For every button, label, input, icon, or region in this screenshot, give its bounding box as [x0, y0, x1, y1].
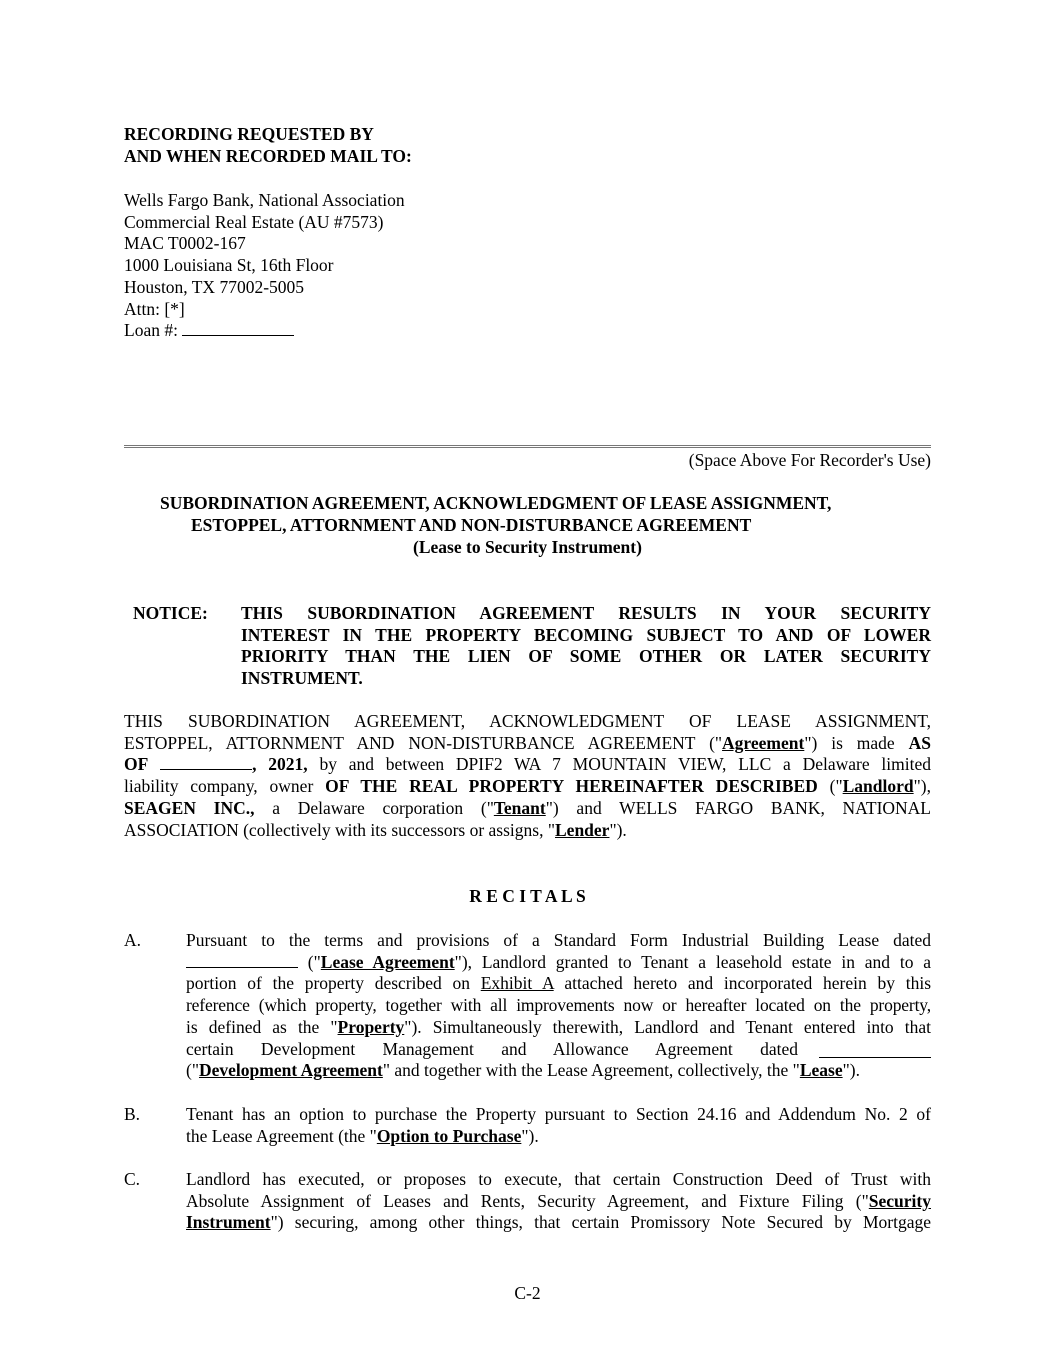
recital-line: [186, 1212, 931, 1234]
defined-term-development-agreement: Development Agreement: [198, 1060, 383, 1081]
address-line: Houston, TX 77002-5005: [124, 276, 305, 297]
page-number: C-2: [514, 1283, 541, 1303]
recital-line: Pursuant to the terms and provisions of a Standard Form Industrial Building Lease dated: [186, 930, 931, 950]
intro-text: by and between DPIF2 WA 7 MOUNTAIN VIEW, LLC a Delaware limited: [307, 754, 932, 775]
intro-text: "),: [913, 776, 931, 797]
recital-line: [186, 973, 931, 995]
intro-text: ").: [609, 819, 627, 840]
recital-line: [186, 1039, 931, 1061]
recital-text: ").: [842, 1060, 860, 1081]
recitals-heading: R E C I T A L S: [469, 886, 586, 906]
notice-line: INTEREST IN THE PROPERTY BECOMING SUBJECT TO AND OF LOWER: [241, 624, 931, 645]
intro-text: ") and WELLS FARGO BANK, NATIONAL: [545, 797, 932, 818]
recorder-divider: [124, 445, 931, 448]
recital-text: portion of the property described on: [186, 973, 481, 994]
defined-term-lease-agreement: Lease Agreement: [320, 951, 455, 972]
intro-line: THIS SUBORDINATION AGREEMENT, ACKNOWLEDGMENT OF LEASE ASSIGNMENT,: [124, 711, 931, 731]
recital-line: reference (which property, together with all improvements now or hereafter located on the property,: [186, 995, 931, 1016]
recital-b: [186, 1104, 931, 1147]
recital-text: ") securing, among other things, that certain Promissory Note Secured by Mortgage: [270, 1212, 931, 1233]
recital-text: "), Landlord granted to Tenant a leasehold estate in and to a: [454, 951, 932, 972]
notice-line: INSTRUMENT.: [241, 668, 363, 689]
recital-a-label: A.: [124, 930, 142, 950]
recording-header-line2: AND WHEN RECORDED MAIL TO:: [124, 145, 412, 166]
address-line: Attn: [*]: [124, 298, 185, 319]
address-line: 1000 Louisiana St, 16th Floor: [124, 255, 334, 276]
defined-term-tenant: Tenant: [493, 797, 546, 818]
address-line: Wells Fargo Bank, National Association: [124, 190, 405, 210]
recital-text: (": [298, 951, 321, 972]
defined-term-agreement: Agreement: [722, 732, 805, 753]
defined-term-landlord: Landlord: [842, 776, 914, 797]
recital-text: ").: [521, 1125, 539, 1146]
recording-header-line1: RECORDING REQUESTED BY: [124, 124, 374, 144]
loan-number-blank: [182, 334, 294, 336]
recital-text: certain Development Management and Allowance Agreement dated: [186, 1038, 798, 1059]
defined-term-option-to-purchase: Option to Purchase: [376, 1125, 522, 1146]
recital-text: " and together with the Lease Agreement, collectively, the ": [382, 1060, 800, 1081]
intro-text: liability company, owner: [124, 776, 326, 797]
recital-c: [186, 1169, 931, 1234]
intro-text: a Delaware corporation (": [254, 797, 494, 818]
recital-line: Tenant has an option to purchase the Property pursuant to Section 24.16 and Addendum No. 2 of: [186, 1104, 931, 1124]
defined-term-property: Property: [337, 1016, 405, 1037]
recital-text: (": [186, 1060, 199, 1081]
recital-b-label: B.: [124, 1104, 141, 1124]
title-line3: (Lease to Security Instrument): [413, 537, 642, 557]
intro-year: , 2021,: [252, 754, 308, 775]
recital-text: is defined as the ": [186, 1016, 338, 1037]
intro-text: ASSOCIATION (collectively with its successors or assigns, ": [124, 819, 555, 840]
intro-text: ESTOPPEL, ATTORNMENT AND NON-DISTURBANCE AGREEMENT (": [124, 732, 723, 753]
notice-text: [241, 603, 931, 690]
notice-label: NOTICE:: [133, 603, 208, 623]
recital-line: [186, 1191, 931, 1213]
intro-text: ") is made: [804, 732, 909, 753]
defined-term-security-instrument: Instrument: [186, 1212, 271, 1233]
intro-line: [124, 776, 931, 798]
intro-paragraph: [124, 711, 931, 841]
intro-line: [124, 733, 931, 755]
loan-number-line: [124, 320, 405, 342]
recital-text: the Lease Agreement (the ": [186, 1125, 377, 1146]
intro-line: [124, 754, 931, 776]
intro-line: [124, 798, 931, 820]
recital-line: [186, 1126, 931, 1148]
intro-line: [124, 820, 931, 842]
mail-to-address: [124, 190, 405, 342]
recorder-use-note: (Space Above For Recorder's Use): [688, 450, 931, 470]
date-blank: [819, 1056, 931, 1058]
title-line1: SUBORDINATION AGREEMENT, ACKNOWLEDGMENT OF LEASE ASSIGNMENT,: [160, 493, 832, 513]
intro-text: AS: [908, 732, 931, 753]
loan-label: Loan #:: [124, 320, 178, 341]
notice-line: PRIORITY THAN THE LIEN OF SOME OTHER OR LATER SECURITY: [241, 646, 931, 667]
address-line: Commercial Real Estate (AU #7573): [124, 211, 384, 232]
recital-line: [186, 1017, 931, 1039]
intro-text: SEAGEN INC.,: [124, 797, 255, 818]
recital-line: Landlord has executed, or proposes to execute, that certain Construction Deed of Trust with: [186, 1169, 931, 1189]
notice-line: THIS SUBORDINATION AGREEMENT RESULTS IN YOUR SECURITY: [241, 603, 931, 623]
date-blank: [186, 966, 298, 968]
recital-line: [186, 952, 931, 974]
recital-text: "). Simultaneously therewith, Landlord and Tenant entered into that: [404, 1016, 931, 1037]
exhibit-reference: Exhibit A: [480, 973, 554, 994]
title-line2: ESTOPPEL, ATTORNMENT AND NON-DISTURBANCE AGREEMENT: [191, 515, 752, 535]
recital-line: [186, 1060, 931, 1082]
intro-text: (": [817, 776, 843, 797]
recital-text: attached hereto and incorporated herein by this: [553, 973, 931, 994]
date-blank: [160, 768, 252, 770]
intro-text: OF: [124, 754, 149, 775]
defined-term-security-instrument: Security: [868, 1190, 931, 1211]
recital-a: [186, 930, 931, 1082]
address-line: MAC T0002-167: [124, 233, 246, 254]
recital-text: Absolute Assignment of Leases and Rents, Security Agreement, and Fixture Filing (": [186, 1190, 869, 1211]
intro-text: OF THE REAL PROPERTY HEREINAFTER DESCRIBED: [325, 776, 818, 797]
recording-header: [124, 124, 412, 167]
defined-term-lease: Lease: [799, 1060, 843, 1081]
defined-term-lender: Lender: [555, 819, 610, 840]
recital-c-label: C.: [124, 1169, 141, 1189]
